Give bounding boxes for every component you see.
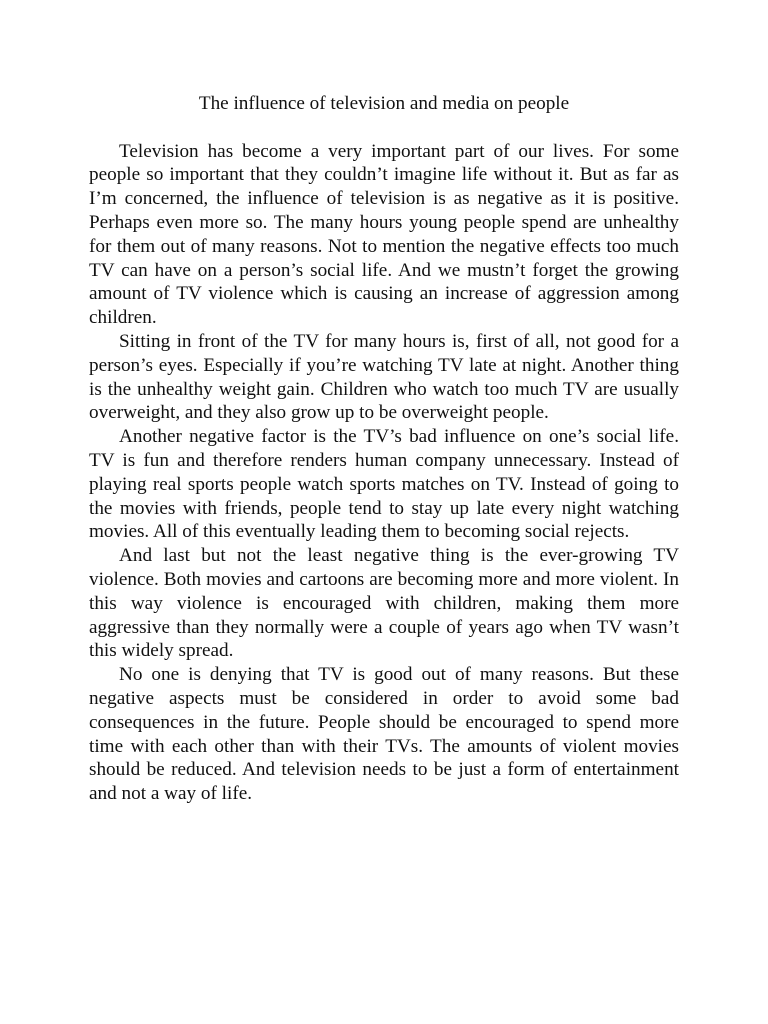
paragraph-1: Television has become a very important part of our lives. For some people so important that they couldn’t imagine life without it. But as far as I’m concerned, the influence of television is as negative as it is positive. Perhaps even more so. The many hours young people spend are unhealthy for them out of many reasons. Not to mention the negative effects too much TV can have on a person’s social life. And we mustn’t forget the growing amount of TV violence which is causing an increase of aggression among children. [89,140,679,329]
paragraph-4: And last but not the least negative thing is the ever-growing TV violence. Both movies and cartoons are becoming more and more violent. In this way violence is encouraged with children, making them more aggressive than they normally were a couple of years ago when TV wasn’t this widely spread. [89,545,679,662]
document-body [89,92,679,806]
paragraph-2: Sitting in front of the TV for many hours is, first of all, not good for a person’s eyes. Especially if you’re watching TV late at night. Another thing is the unhealthy weight gain. Children who watch too much TV are usually overweight, and they also grow up to be overweight people. [89,330,679,424]
document-title: The influence of television and media on people [198,93,570,114]
paragraph-5: No one is denying that TV is good out of many reasons. But these negative aspects must be considered in order to avoid some bad consequences in the future. People should be encouraged to spend more time with each other than with their TVs. The amounts of violent movies should be reduced. And television needs to be just a form of entertainment and not a way of life. [89,664,679,805]
paragraph-3: Another negative factor is the TV’s bad influence on one’s social life. TV is fun and therefore renders human company unnecessary. Instead of playing real sports people watch sports matches on TV. Instead of going to the movies with friends, people tend to stay up late every night watching movies. All of this eventually leading them to becoming social rejects. [89,426,679,543]
